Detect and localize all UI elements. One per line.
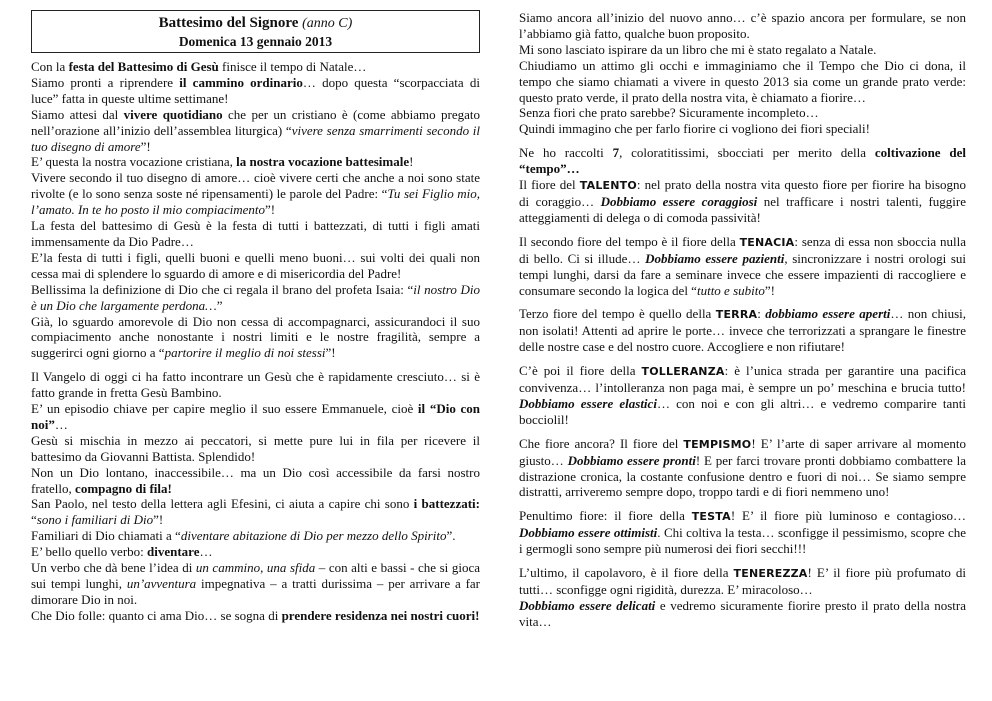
paragraph: Ne ho raccolti 7, coloratitissimi, sbocciati per merito della coltivazione del “tempo”… bbox=[519, 145, 966, 177]
paragraph: Non un Dio lontano, inaccessibile… ma un Dio così accessibile da farsi nostro fratello, compagno di fila! bbox=[31, 464, 480, 496]
paragraph: Chiudiamo un attimo gli occhi e immaginiamo che il Tempo che Dio ci dona, il tempo che siamo chiamati a vivere in questo 2013 sia come un grande prato verde: questo prato verde, il prato della nostra vita, è chiamato a fiorire… bbox=[519, 57, 966, 105]
paragraph: Con la festa del Battesimo di Gesù finisce il tempo di Natale… bbox=[31, 59, 367, 74]
paragraph: Bellissima la definizione di Dio che ci regala il brano del profeta Isaia: “il nostro Dio è un Dio che largamente perdona…” bbox=[31, 281, 480, 313]
paragraph: La festa del battesimo di Gesù è la festa di tutti i battezzati, di tutti i figli amati immensamente da Dio Padre… bbox=[31, 218, 480, 249]
paragraph: Un verbo che dà bene l’idea di un cammino, una sfida – con alti e bassi - che si gioca sui tempi lunghi, un’avventura impegnativa – a tratti durissima – per arrivare a far dimorare Dio in noi. bbox=[31, 560, 480, 607]
paragraph: Familiari di Dio chiamati a “diventare abitazione di Dio per mezzo dello Spirito”. bbox=[31, 528, 456, 544]
paragraph: Senza fiori che prato sarebbe? Sicuramente incompleto… bbox=[519, 105, 819, 121]
paragraph: Quindi immagino che per farlo fiorire ci vogliono dei fiori speciali! bbox=[519, 121, 870, 137]
paragraph: Siamo attesi dal vivere quotidiano che per un cristiano è (come abbiamo pregato nell’orazione all’inizio dell’assemblea liturgica) “vivere senza smarrimenti secondo il tuo disegno di amore”! bbox=[31, 106, 480, 154]
paragraph: Già, lo sguardo amorevole di Dio non cessa di accompagnarci, assicurandoci il suo compiacimento anche nonostante i nostri limiti e le nostre fragilità, sempre a suggerirci ogni giorno a “partorire il meglio di noi stessi”! bbox=[31, 313, 480, 361]
flower-testa: Penultimo fiore: il fiore della TESTA! E’ il fiore più luminoso e contagioso… Dobbiamo essere ottimisti. Chi coltiva la testa… sconfigge il pessimismo, scopre che i germogli sono sempre più numerosi dei fiori secchi!!! bbox=[519, 508, 966, 557]
paragraph: Che Dio folle: quanto ci ama Dio… se sogna di prendere residenza nei nostri cuori! bbox=[31, 607, 480, 623]
paragraph: E’la festa di tutti i figli, quelli buoni e quelli meno buoni… sui volti dei quali non cessa mai di splendere lo sguardo di amore e di misericordia del Padre! bbox=[31, 249, 480, 281]
paragraph: Vivere secondo il tuo disegno di amore… cioè vivere certi che anche a noi sono state rivolte (e lo sono senza soste né ripensamenti) le parole del Padre: “Tu sei Figlio mio, l’amato. In te ho posto il mio compiacimento”! bbox=[31, 170, 480, 218]
paragraph: E’ un episodio chiave per capire meglio il suo essere Emmanuele, cioè il “Dio con noi”… bbox=[31, 401, 481, 432]
paragraph: Il Vangelo di oggi ci ha fatto incontrare un Gesù che è rapidamente cresciuto… si è fatto grande in fretta Gesù Bambino. bbox=[31, 369, 480, 401]
left-column bbox=[31, 10, 480, 624]
right-column bbox=[519, 10, 966, 630]
paragraph: Siamo pronti a riprendere il cammino ordinario… dopo questa “scorpacciata di luce” fatta in queste ultime settimane! bbox=[31, 74, 480, 106]
paragraph: Dobbiamo essere delicati e vedremo sicuramente fiorire presto il prato della nostra vita… bbox=[519, 597, 966, 629]
paragraph: Mi sono lasciato ispirare da un libro che mi è stato regalato a Natale. bbox=[519, 41, 877, 57]
paragraph: Siamo ancora all’inizio del nuovo anno… c’è spazio ancora per formulare, se non l’abbiamo già fatto, qualche buon proposito. bbox=[519, 10, 966, 41]
flower-tolleranza: C’è poi il fiore della TOLLERANZA: è l’unica strada per garantire una pacifica convivenza… l’intolleranza non paga mai, è sempre un po’ meschina e brucia tutto! Dobbiamo essere elastici… con noi e con gli altri… e vedremo comparire tanti bocciolil! bbox=[519, 363, 966, 427]
title-box bbox=[31, 10, 480, 53]
title-subtitle: (anno C) bbox=[302, 16, 353, 31]
paragraph: San Paolo, nel testo della lettera agli Efesini, ci aiuta a capire chi sono i battezzati: “sono i familiari di Dio”! bbox=[31, 496, 480, 528]
page-title bbox=[36, 14, 475, 33]
paragraph: E’ questa la nostra vocazione cristiana, la nostra vocazione battesimale! bbox=[31, 154, 414, 170]
flower-terra: Terzo fiore del tempo è quello della TERRA: dobbiamo essere aperti… non chiusi, non isolati! Attenti ad aprire le porte… invece che terrorizzati a sprangare le finestre delle nostre case e del nostro cuore. Accogliere e non rifiutare! bbox=[519, 306, 966, 355]
flower-talento: Il fiore del TALENTO: nel prato della nostra vita questo fiore per fiorire ha bisogno di coraggio… Dobbiamo essere coraggiosi nel trafficare i nostri talenti, fuggire atteggiamenti di delega o di comoda passività! bbox=[519, 177, 967, 225]
title-text: Battesimo del Signore bbox=[158, 15, 299, 31]
paragraph: Gesù si mischia in mezzo ai peccatori, si mette pure lui in fila per ricevere il battesimo da Giovanni Battista. Splendido! bbox=[31, 432, 480, 464]
flower-tempismo: Che fiore ancora? Il fiore del TEMPISMO! E’ l’arte di saper arrivare al momento giusto… Dobbiamo essere pronti! E per farci trovare pronti dobbiamo combattere la distrazione cronica, la costante confusione dentro e fuori di noi… Se siamo sempre distratti, arriveremo sempre dopo, troppo tardi e di fiori nemmeno uno! bbox=[519, 435, 966, 500]
paragraph: E’ bello quello verbo: diventare… bbox=[31, 544, 213, 560]
flower-tenerezza: L’ultimo, il capolavoro, è il fiore della TENEREZZA! E’ il fiore più profumato di tutti… sconfigge ogni rigidità, durezza. E’ miracoloso… bbox=[519, 565, 966, 597]
page-date: Domenica 13 gennaio 2013 bbox=[178, 34, 333, 49]
flower-tenacia: Il secondo fiore del tempo è il fiore della TENACIA: senza di essa non sboccia nulla di bello. Ci si illude… Dobbiamo essere pazienti, sincronizzare i nostri orologi sui tempi lunghi, darsi da fare a seminare invece che essere impazienti di raccogliere e consumare secondo la logica del “tutto e subito”! bbox=[519, 233, 966, 298]
